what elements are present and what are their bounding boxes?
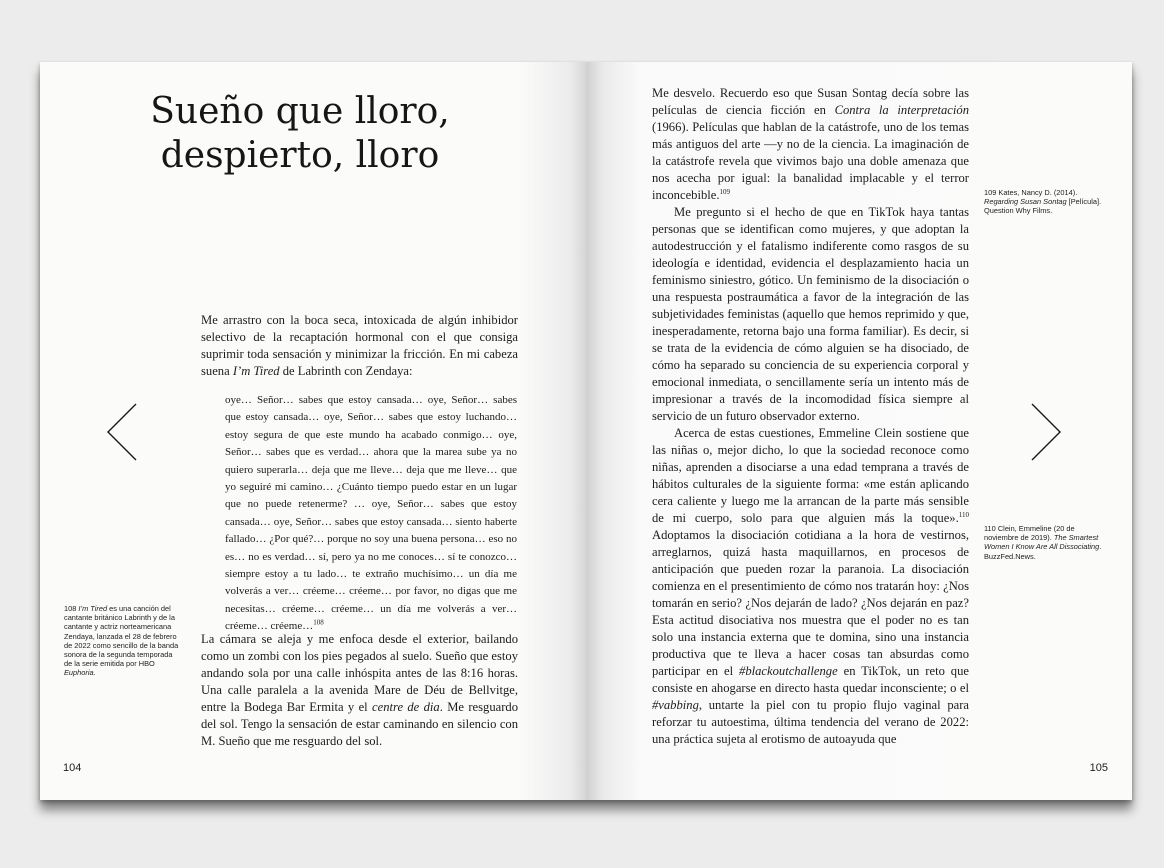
note-text: es una canción del cantante británico Labrinth y de la cantante y actriz norteamericana Zendaya, lanzada el 28 de febrero de 2022 como sencillo de la banda sonora de la segunda temporada de la serie emitida por HBO (64, 604, 179, 669)
note-italic: Euphoria (64, 668, 94, 678)
body-text-end: . Me resguardo del sol. Tengo la sensación de estar caminando en silencio con M. Sueño que me resguardo del sol. (201, 700, 519, 748)
song-title: I’m Tired (232, 364, 280, 378)
intro-text: Me arrastro con la boca seca, intoxicada de algún inhibidor selectivo de la recaptación hormonal con el que consiga suprimir toda sensación y minimizar la fricción. En mi cabeza suena (201, 313, 518, 378)
next-page-button[interactable] (1028, 400, 1064, 464)
note-italic: The Smartest Women I Know Are All Dissociating (984, 533, 1100, 552)
paragraph-text: (1966). Películas que hablan de la catástrofe, uno de los temas más antiguos del arte —y no de la ciencia. La imaginación de la catástrofe revela que vivimos bajo una doble amenaza que nos acecha por igual: la banalidad implacable y el terror inconcebible. (652, 120, 969, 202)
page-number-left: 104 (63, 762, 82, 774)
footnote-ref-108[interactable]: 108 (313, 618, 324, 627)
chapter-title-line-1: Sueño que lloro, (150, 91, 450, 132)
note-text: . (93, 668, 96, 678)
book-spread (40, 62, 1132, 800)
page-number-right: 105 (1089, 762, 1108, 774)
paragraph-2: Me pregunto si el hecho de que en TikTok haya tantas personas que se identifican como mujeres, y que adoptan la autodestrucción y el fatalismo indiferente como rasgos de su ideología e identidad, evidencia el desplazamiento hacia un feminismo siniestro, gótico. Un feminismo de la disociación o una respuesta postraumática a favor de la integración de las subjetividades feministas (aquello que hemos reprimido y que, inesperadamente, retorna bajo una forma familiar). Es decir, si se trata de la evidencia de cómo alguien se ha disociado, de cómo ha separado su conciencia de su experiencia corporal y emocional inmediata, o sencillamente sería un intento más de impresionar a través de la incomodidad física siempre al servicio de un futuro observador externo. (652, 205, 969, 423)
footnote-108 (64, 604, 179, 678)
chapter-title-line-2: despierto, lloro (160, 135, 440, 176)
paragraph-text: Adoptamos la disociación cotidiana a la hora de vestirnos, arreglarnos, quizá hasta maquillarnos, en procesos de anticipación que pueden rozar la paranoia. La disociación comienza en el presentimiento de cómo nos tratarán hoy: ¿Nos tomarán en serio? ¿Nos dejarán de lado? ¿Nos dejarán en paz? Esta actitud disociativa nos muestra que el poder no es tan solo una instancia externa que te domina, sino una instancia productiva que te lleva a hacer cosas tan absurdas como participar en el (652, 528, 969, 678)
note-text: . BuzzFed.News. (984, 542, 1102, 561)
book-title-italic: Contra la interpretación (834, 103, 969, 117)
paragraph-text: , untarte la piel con tu propio flujo vaginal para reforzar tu autoestima, última tendencia del verano de 2022: una práctica sujeta al erotismo de autoayuda que (652, 698, 969, 746)
intro-text-end: de Labrinth con Zendaya: (279, 364, 413, 378)
note-text: [Película]. Question Why Films. (984, 197, 1102, 216)
note-text: 108 (64, 604, 79, 613)
paragraph-text: Me desvelo. Recuerdo eso que Susan Sontag decía sobre las películas de ciencia ficción en (652, 86, 969, 117)
chevron-right-icon (1028, 400, 1064, 464)
footnote-ref-109[interactable]: 109 (719, 187, 730, 196)
note-italic: Regarding Susan Sontag (984, 197, 1067, 207)
chevron-left-icon (104, 400, 140, 464)
intro-paragraph (201, 312, 518, 380)
hashtag-italic: #vabbing (652, 698, 699, 712)
paragraph-1 (652, 85, 969, 204)
right-page-body (652, 85, 969, 748)
paragraph-3 (652, 425, 969, 748)
footnote-109 (984, 188, 1104, 216)
body-text: La cámara se aleja y me enfoca desde el exterior, bailando como un zombi con los pies pegados al suelo. Sueño que estoy andando sola por una calle inhóspita antes de las 8:16 horas. Una calle paralela a la avenida Mare de Déu de Bellvitge, entre la Bodega Bar Ermita y el (201, 632, 518, 714)
note-italic: I’m Tired (78, 604, 108, 613)
footnote-110 (984, 524, 1109, 561)
footnote-ref-110[interactable]: 110 (958, 510, 969, 519)
paragraph-text: Acerca de estas cuestiones, Emmeline Clein sostiene que las niñas o, mejor dicho, lo que la sociedad reconoce como niñas, aprenden a disociarse a una edad temprana a través de hábitos culturales de la siguiente forma: «me están aplicando cera caliente y luego me la arrancan de la parte más sensible de mi cuerpo, solo para que alguien más la toque». (652, 426, 969, 525)
previous-page-button[interactable] (104, 400, 140, 464)
hashtag-italic: #blackoutchallenge (739, 664, 838, 678)
chapter-title (100, 90, 500, 178)
note-text: 110 Clein, Emmeline (20 de noviembre de 2019). (984, 524, 1075, 543)
song-lyrics-quote (225, 392, 517, 636)
quote-text: oye… Señor… sabes que estoy cansada… oye, Señor… sabes que estoy cansada… oye, Señor… sabes que estoy luchando… estoy segura de que este mundo ha acabado conmigo… oye, Señor… sabes que es verdad… ahora que la marea sube ya no quiero superarla… deja que me lleve… deja que me lleve… que yo seguiré mi camino… ¿Cuánto tiempo puedo estar en un lugar que no puede retenerme? … oye, Señor… sabes que estoy cansada… oye, Señor… sabes que estoy cansada… siento haberte fallado… ¿Por qué?… porque no soy una buena persona… eso no es… no es verdad… sí, pero ya no me conoces… sí te conozco… siempre estoy a tu lado… te extraño muchísimo… un día me volverás a ver… créeme… créeme… por favor, no digas que me necesitas… créeme… créeme… un día me volverás a ver… créeme… créeme… (225, 394, 517, 633)
paragraph-text: en TikTok, un reto que consiste en ahogarse en directo hasta quedar inconsciente; o el (652, 664, 969, 695)
body-paragraph (201, 631, 518, 750)
place-name-italic: centre de dia (372, 700, 440, 714)
note-text: 109 Kates, Nancy D. (2014). (984, 188, 1078, 197)
